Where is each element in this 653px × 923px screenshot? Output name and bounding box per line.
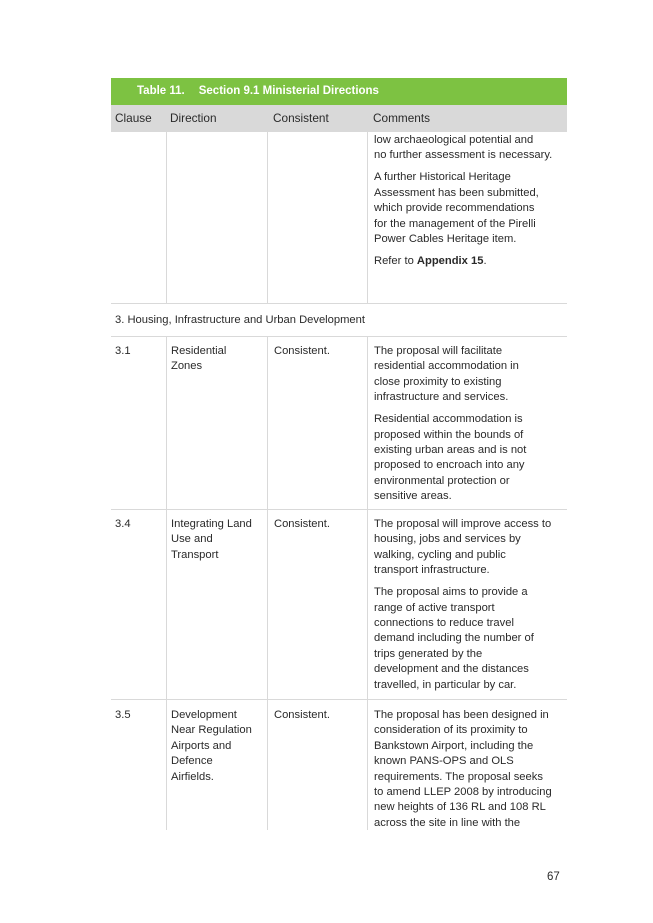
comments-cell [367, 132, 567, 303]
comment-paragraph: The proposal aims to provide a range of active transport connections to reduce travel demand including the number of trips generated by the development and the distances travelled, in particular by car. [374, 586, 534, 691]
comments-cell [367, 510, 567, 699]
table-row [111, 700, 567, 830]
comment-paragraph: The proposal will improve access to housing, jobs and services by walking, cycling and public transport infrastructure. [374, 518, 552, 577]
comment-paragraph: The proposal has been designed in consideration of its proximity to Bankstown Airport, including the known PANS-OPS and OLS requirements. The proposal seeks to amend LLEP 2008 by introducing new heights of 136 RL and 108 RL across the site in line with the [374, 709, 552, 829]
table-row [111, 510, 567, 700]
direction-cell: Integrating Land Use and Transport [166, 510, 267, 699]
consistent-cell: Consistent. [267, 510, 367, 699]
direction-cell: Development Near Regulation Airports and Defence Airfields. [166, 700, 267, 830]
clause-number: 3.1 [115, 345, 131, 357]
table-row [111, 337, 567, 510]
header-comments: Comments [373, 111, 431, 125]
appendix-reference: Refer to Appendix 15. [374, 254, 487, 267]
comment-paragraph: The proposal will facilitate residential accommodation in close proximity to existing infrastructure and services. [374, 345, 519, 404]
section-heading: 3. Housing, Infrastructure and Urban Development [111, 304, 567, 337]
comment-paragraph: low archaeological potential and no further assessment is necessary. [374, 134, 553, 162]
comment-paragraph: A further Historical Heritage Assessment has been submitted, which provide recommendations for the management of the Pirelli Power Cables Heritage item. [374, 171, 539, 245]
comments-cell [367, 337, 567, 509]
table-header-row [111, 105, 567, 132]
comments-cell [367, 700, 567, 830]
consistent-cell: Consistent. [267, 337, 367, 509]
comment-paragraph: Residential accommodation is proposed within the bounds of existing urban areas and is not proposed to encroach into any environmental protection or sensitive areas. [374, 413, 527, 503]
header-direction: Direction [170, 111, 217, 125]
table-title-text: Section 9.1 Ministerial Directions [198, 85, 379, 97]
table-row [111, 132, 567, 304]
clause-number: 3.5 [115, 709, 131, 721]
header-clause: Clause [115, 111, 152, 125]
table-number: Table 11. [137, 85, 185, 97]
direction-cell: Residential Zones [166, 337, 267, 509]
consistent-cell: Consistent. [267, 700, 367, 830]
table-title [111, 78, 567, 105]
header-consistent: Consistent [273, 111, 329, 125]
clause-number: 3.4 [115, 518, 131, 530]
page-number: 67 [547, 871, 560, 883]
ministerial-directions-table [111, 78, 567, 830]
